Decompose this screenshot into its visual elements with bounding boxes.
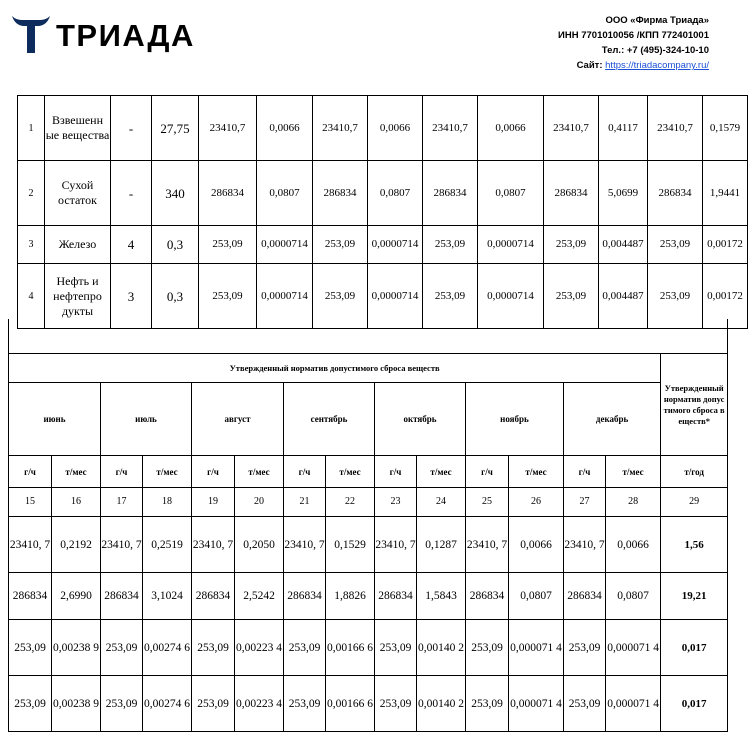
table-cell: 0,00166 6 <box>326 620 375 676</box>
table-cell: 0,000071 4 <box>509 620 564 676</box>
unit-gh: г/ч <box>375 456 417 488</box>
site-link[interactable]: https://triadacompany.ru/ <box>605 60 709 71</box>
column-number: 27 <box>564 488 606 517</box>
company-name: ООО «Фирма Триада» <box>605 15 709 26</box>
hazard-class: - <box>111 96 152 161</box>
table-separator-left <box>8 319 9 353</box>
substance-name: Железо <box>45 226 111 264</box>
table-cell: 286834 <box>375 573 417 620</box>
table-cell: 0,0066 <box>257 96 313 161</box>
table-cell: 23410, 7 <box>101 517 143 573</box>
table-row <box>9 676 728 732</box>
table-cell: 253,09 <box>101 676 143 732</box>
column-number: 21 <box>284 488 326 517</box>
table-cell: 23410,7 <box>423 96 478 161</box>
table-cell: 0,0000714 <box>368 226 423 264</box>
column-number: 24 <box>417 488 466 517</box>
table-cell: 0,0807 <box>257 161 313 226</box>
table-cell: 0,00140 2 <box>417 676 466 732</box>
table-cell: 253,09 <box>648 264 703 329</box>
table-row <box>9 517 728 573</box>
table-cell: 0,00238 9 <box>52 676 101 732</box>
table-cell: 0,2050 <box>235 517 284 573</box>
table-cell: 286834 <box>564 573 606 620</box>
table-cell: 0,004487 <box>599 264 648 329</box>
annual-total: 19,21 <box>661 573 728 620</box>
unit-gh: г/ч <box>101 456 143 488</box>
column-number: 29 <box>661 488 728 517</box>
substance-name: Нефть и нефтепро дукты <box>45 264 111 329</box>
substances-table <box>17 95 748 329</box>
table-cell: 253,09 <box>9 676 52 732</box>
table-row <box>18 96 748 161</box>
table-cell: 0,00238 9 <box>52 620 101 676</box>
company-site <box>558 58 709 73</box>
unit-tmes: т/мес <box>143 456 192 488</box>
table-cell: 0,4117 <box>599 96 648 161</box>
table-cell: 0,000071 4 <box>509 676 564 732</box>
concentration: 0,3 <box>152 226 199 264</box>
table-cell: 286834 <box>423 161 478 226</box>
table-cell: 253,09 <box>466 676 509 732</box>
column-number: 23 <box>375 488 417 517</box>
table-cell: 253,09 <box>192 620 235 676</box>
unit-tmes: т/мес <box>52 456 101 488</box>
table-cell: 253,09 <box>284 620 326 676</box>
annual-norm-header: Утвержденный норматив допустимого сброса веществ* <box>661 354 728 456</box>
row-number: 3 <box>18 226 45 264</box>
table-cell: 1,9441 <box>703 161 748 226</box>
row-number: 1 <box>18 96 45 161</box>
unit-tmes: т/мес <box>235 456 284 488</box>
table-cell: 23410, 7 <box>192 517 235 573</box>
table-cell: 253,09 <box>313 264 368 329</box>
month-header: сентябрь <box>284 383 375 456</box>
table-cell: 23410, 7 <box>564 517 606 573</box>
table-cell: 0,1579 <box>703 96 748 161</box>
table-row <box>9 620 728 676</box>
table-cell: 286834 <box>544 161 599 226</box>
annual-total: 0,017 <box>661 676 728 732</box>
table-cell: 0,0066 <box>509 517 564 573</box>
column-numbers-row <box>9 488 728 517</box>
table-cell: 0,0000714 <box>257 226 313 264</box>
table-cell: 0,0807 <box>509 573 564 620</box>
table-row <box>9 573 728 620</box>
row-number: 2 <box>18 161 45 226</box>
table-cell: 0,004487 <box>599 226 648 264</box>
norms-table <box>8 353 728 732</box>
table-cell: 0,2519 <box>143 517 192 573</box>
column-number: 19 <box>192 488 235 517</box>
unit-gh: г/ч <box>284 456 326 488</box>
table-row <box>18 226 748 264</box>
table-cell: 286834 <box>199 161 257 226</box>
table-cell: 0,0066 <box>606 517 661 573</box>
table-cell: 0,0000714 <box>478 264 544 329</box>
table-cell: 23410,7 <box>313 96 368 161</box>
column-number: 18 <box>143 488 192 517</box>
table-cell: 0,000071 4 <box>606 620 661 676</box>
table-cell: 23410, 7 <box>9 517 52 573</box>
table-cell: 253,09 <box>375 620 417 676</box>
site-label: Сайт: <box>576 60 606 71</box>
table-cell: 0,1287 <box>417 517 466 573</box>
table-title: Утвержденный норматив допустимого сброса веществ <box>9 354 661 383</box>
unit-gh: г/ч <box>192 456 235 488</box>
table-cell: 253,09 <box>199 226 257 264</box>
table-cell: 253,09 <box>423 264 478 329</box>
concentration: 27,75 <box>152 96 199 161</box>
unit-gh: г/ч <box>9 456 52 488</box>
unit-tmes: т/мес <box>417 456 466 488</box>
row-number: 4 <box>18 264 45 329</box>
table-separator-right <box>727 319 728 353</box>
table-cell: 286834 <box>192 573 235 620</box>
substance-name: Взвешенн ые вещества <box>45 96 111 161</box>
table-cell: 0,00274 6 <box>143 676 192 732</box>
table-cell: 23410,7 <box>544 96 599 161</box>
table-cell: 0,00172 <box>703 226 748 264</box>
company-phone: Тел.: +7 (495)-324-10-10 <box>601 45 709 56</box>
table-cell: 2,5242 <box>235 573 284 620</box>
concentration: 340 <box>152 161 199 226</box>
column-number: 15 <box>9 488 52 517</box>
brand-name: ТРИАДА <box>56 18 195 53</box>
table-cell: 0,0066 <box>478 96 544 161</box>
month-header: декабрь <box>564 383 661 456</box>
company-inn: ИНН 7701010056 /КПП 772401001 <box>558 30 709 41</box>
table-cell: 0,00172 <box>703 264 748 329</box>
table-cell: 253,09 <box>284 676 326 732</box>
unit-tmes: т/мес <box>509 456 564 488</box>
company-logo <box>10 12 195 56</box>
column-number: 16 <box>52 488 101 517</box>
table-cell: 0,00223 4 <box>235 676 284 732</box>
table-cell: 286834 <box>284 573 326 620</box>
month-header: ноябрь <box>466 383 564 456</box>
table-cell: 286834 <box>313 161 368 226</box>
column-number: 28 <box>606 488 661 517</box>
table-cell: 0,0066 <box>368 96 423 161</box>
table-cell: 0,00223 4 <box>235 620 284 676</box>
table-cell: 0,0807 <box>368 161 423 226</box>
table-cell: 0,0000714 <box>478 226 544 264</box>
table-cell: 23410, 7 <box>466 517 509 573</box>
annual-total: 0,017 <box>661 620 728 676</box>
table-cell: 253,09 <box>564 676 606 732</box>
triada-logo-icon <box>10 12 52 56</box>
table-cell: 0,00166 6 <box>326 676 375 732</box>
table-cell: 0,1529 <box>326 517 375 573</box>
hazard-class: 4 <box>111 226 152 264</box>
table-cell: 253,09 <box>544 264 599 329</box>
table-cell: 23410, 7 <box>284 517 326 573</box>
table-cell: 0,2192 <box>52 517 101 573</box>
column-number: 22 <box>326 488 375 517</box>
table-cell: 0,00274 6 <box>143 620 192 676</box>
table-cell: 286834 <box>648 161 703 226</box>
hazard-class: 3 <box>111 264 152 329</box>
table-cell: 0,0000714 <box>368 264 423 329</box>
table-cell: 253,09 <box>375 676 417 732</box>
table-cell: 253,09 <box>199 264 257 329</box>
table-cell: 1,8826 <box>326 573 375 620</box>
month-header: июнь <box>9 383 101 456</box>
month-header: июль <box>101 383 192 456</box>
table-cell: 0,0807 <box>606 573 661 620</box>
month-header: август <box>192 383 284 456</box>
unit-gh: г/ч <box>466 456 509 488</box>
table-cell: 3,1024 <box>143 573 192 620</box>
table-cell: 2,6990 <box>52 573 101 620</box>
table-cell: 253,09 <box>423 226 478 264</box>
table-cell: 5,0699 <box>599 161 648 226</box>
table-cell: 0,00140 2 <box>417 620 466 676</box>
table-cell: 253,09 <box>544 226 599 264</box>
table-cell: 23410,7 <box>199 96 257 161</box>
annual-total: 1,56 <box>661 517 728 573</box>
unit-tmes: т/мес <box>326 456 375 488</box>
company-info <box>558 13 709 73</box>
table-cell: 286834 <box>466 573 509 620</box>
table-cell: 253,09 <box>192 676 235 732</box>
month-header: октябрь <box>375 383 466 456</box>
table-cell: 286834 <box>9 573 52 620</box>
column-number: 25 <box>466 488 509 517</box>
table-row <box>18 264 748 329</box>
months-row <box>9 383 728 456</box>
table-cell: 253,09 <box>313 226 368 264</box>
column-number: 20 <box>235 488 284 517</box>
table-cell: 0,0000714 <box>257 264 313 329</box>
table-cell: 253,09 <box>101 620 143 676</box>
table-cell: 1,5843 <box>417 573 466 620</box>
column-number: 26 <box>509 488 564 517</box>
unit-tmes: т/мес <box>606 456 661 488</box>
table-cell: 0,000071 4 <box>606 676 661 732</box>
table-cell: 23410, 7 <box>375 517 417 573</box>
table-cell: 286834 <box>101 573 143 620</box>
units-row <box>9 456 728 488</box>
table-row <box>18 161 748 226</box>
unit-tgod: т/год <box>661 456 728 488</box>
table-cell: 0,0807 <box>478 161 544 226</box>
table-cell: 253,09 <box>9 620 52 676</box>
substance-name: Сухой остаток <box>45 161 111 226</box>
title-row <box>9 354 728 383</box>
table-cell: 253,09 <box>466 620 509 676</box>
column-number: 17 <box>101 488 143 517</box>
hazard-class: - <box>111 161 152 226</box>
table-cell: 253,09 <box>648 226 703 264</box>
concentration: 0,3 <box>152 264 199 329</box>
unit-gh: г/ч <box>564 456 606 488</box>
table-cell: 253,09 <box>564 620 606 676</box>
table-cell: 23410,7 <box>648 96 703 161</box>
